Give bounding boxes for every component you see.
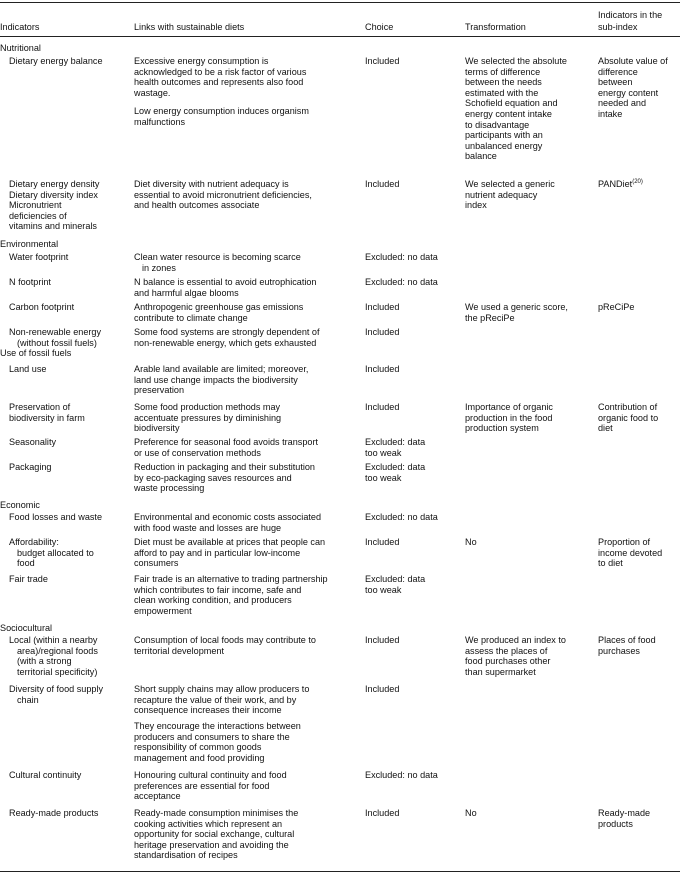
table-top-rule xyxy=(0,2,680,3)
choice-energy-balance: Included xyxy=(365,56,400,66)
subindex-local: Places of food purchases xyxy=(598,635,656,656)
subindex-energy-density: PANDiet$^{(20)}$ xyxy=(598,178,643,189)
choice-carbon: Included xyxy=(365,302,400,312)
indicator-food-losses: Food losses and waste xyxy=(9,512,103,522)
indicator-packaging: Packaging xyxy=(9,462,52,472)
section-economic: Economic xyxy=(0,500,40,510)
section-environmental: Environmental xyxy=(0,239,59,249)
transformation-biodiversity: Importance of organic production in the food production system xyxy=(465,402,553,434)
pandiet-reference: (20) xyxy=(632,178,643,185)
indicator-land: Land use xyxy=(9,364,47,374)
indicator-biodiversity: Preservation of biodiversity in farm xyxy=(9,402,85,423)
table-bottom-rule xyxy=(0,871,680,872)
transformation-local: We produced an index to assess the places of food purchases other than supermarket xyxy=(465,635,566,677)
links-packaging: Reduction in packaging and their substitution by eco-packaging saves resources and waste processing xyxy=(134,462,315,494)
indicator-ready-made: Ready-made products xyxy=(9,808,99,818)
choice-supply-chain: Included xyxy=(365,684,400,694)
indicator-nonrenewable: Non-renewable energy (without fossil fuels) Use of fossil fuels xyxy=(0,327,102,359)
subindex-affordability: Proportion of income devoted to diet xyxy=(598,537,663,569)
subindex-carbon: pReCiPe xyxy=(598,302,635,312)
indicator-n-footprint: N footprint xyxy=(9,277,51,287)
choice-land: Included xyxy=(365,364,400,374)
subindex-biodiversity: Contribution of organic food to diet xyxy=(598,402,659,434)
header-links: Links with sustainable diets xyxy=(134,22,245,32)
header-subindex-2: sub-index xyxy=(598,22,638,32)
links-supply-chain: Short supply chains may allow producers to recapture the value of their work, and by consequence increases their income xyxy=(134,684,310,716)
indicator-affordability: Affordability: budget allocated to food xyxy=(9,537,94,569)
links-seasonality: Preference for seasonal food avoids transport or use of conservation methods xyxy=(134,437,319,458)
choice-nonrenewable: Included xyxy=(365,327,400,337)
links-ready-made: Ready-made consumption minimises the cooking activities which represent an opportunity for social exchange, cultural heritage preservation and avoiding the standardisation of recipes xyxy=(134,808,299,861)
links-carbon: Anthropogenic greenhouse gas emissions contribute to climate change xyxy=(134,302,304,323)
links-food-losses: Environmental and economic costs associated with food waste and losses are huge xyxy=(134,512,322,533)
links-local: Consumption of local foods may contribute to territorial development xyxy=(134,635,316,656)
links-affordability: Diet must be available at prices that people can afford to pay and in particular low-income consumers xyxy=(134,537,326,569)
indicator-local: Local (within a nearby area)/regional foods (with a strong territorial specificity) xyxy=(9,635,98,677)
section-nutritional: Nutritional xyxy=(0,43,41,53)
transformation-affordability: No xyxy=(465,537,477,547)
section-sociocultural: Sociocultural xyxy=(0,623,53,633)
choice-energy-density: Included xyxy=(365,179,400,189)
header-subindex-1: Indicators in the xyxy=(598,10,663,20)
header-choice: Choice xyxy=(365,22,394,32)
choice-ready-made: Included xyxy=(365,808,400,818)
choice-seasonality: Excluded: data too weak xyxy=(365,437,426,458)
choice-affordability: Included xyxy=(365,537,400,547)
transformation-energy-density: We selected a generic nutrient adequacy index xyxy=(465,179,555,211)
choice-n-footprint: Excluded: no data xyxy=(365,277,438,287)
choice-fair-trade: Excluded: data too weak xyxy=(365,574,426,595)
links-energy-balance-2: Low energy consumption induces organism malfunctions xyxy=(134,106,309,127)
indicator-seasonality: Seasonality xyxy=(9,437,57,447)
subindex-ready-made: Ready-made products xyxy=(598,808,651,829)
links-cultural: Honouring cultural continuity and food preferences are essential for food acceptance xyxy=(134,770,287,802)
choice-packaging: Excluded: data too weak xyxy=(365,462,426,483)
indicator-carbon: Carbon footprint xyxy=(9,302,75,312)
links-energy-balance: Excessive energy consumption is acknowledged to be a risk factor of various health outcomes and represents also food wastage. xyxy=(134,56,307,98)
indicator-cultural: Cultural continuity xyxy=(9,770,82,780)
choice-food-losses: Excluded: no data xyxy=(365,512,438,522)
choice-water: Excluded: no data xyxy=(365,252,438,262)
choice-local: Included xyxy=(365,635,400,645)
choice-biodiversity: Included xyxy=(365,402,400,412)
links-n-footprint: N balance is essential to avoid eutrophication and harmful algae blooms xyxy=(134,277,317,298)
transformation-carbon: We used a generic score, the pReciPe xyxy=(465,302,568,323)
links-supply-chain-2: They encourage the interactions between producers and consumers to share the responsibility of common goods management and food providing xyxy=(134,721,301,763)
links-nonrenewable: Some food systems are strongly dependent of non-renewable energy, which gets exhausted xyxy=(134,327,320,348)
indicator-energy-balance: Dietary energy balance xyxy=(9,56,103,66)
indicator-fair-trade: Fair trade xyxy=(9,574,48,584)
indicator-water: Water footprint xyxy=(9,252,69,262)
header-indicators: Indicators xyxy=(0,22,40,32)
transformation-energy-balance: We selected the absolute terms of difference between the needs estimated with the Schofield equation and energy content intake to disadvantage participants with an unbalanced energy balance xyxy=(465,56,567,162)
transformation-ready-made: No xyxy=(465,808,477,818)
header-rule xyxy=(0,36,680,37)
links-fair-trade: Fair trade is an alternative to trading partnership which contributes to fair income, safe and clean working condition, and producers empowerment xyxy=(134,574,328,616)
header-transformation: Transformation xyxy=(465,22,526,32)
choice-cultural: Excluded: no data xyxy=(365,770,438,780)
indicator-energy-density: Dietary energy density Dietary diversity index Micronutrient deficiencies of vitamins and minerals xyxy=(9,179,100,232)
subindex-energy-balance: Absolute value of difference between energy content needed and intake xyxy=(598,56,668,119)
links-biodiversity: Some food production methods may accentuate pressures by diminishing biodiversity xyxy=(134,402,282,434)
links-water: Clean water resource is becoming scarce in zones xyxy=(134,252,301,273)
links-land: Arable land available are limited; moreover, land use change impacts the biodiversity preservation xyxy=(134,364,309,396)
indicator-supply-chain: Diversity of food supply chain xyxy=(9,684,104,705)
links-energy-density: Diet diversity with nutrient adequacy is essential to avoid micronutrient deficiencies, and health outcomes associate xyxy=(134,179,312,211)
